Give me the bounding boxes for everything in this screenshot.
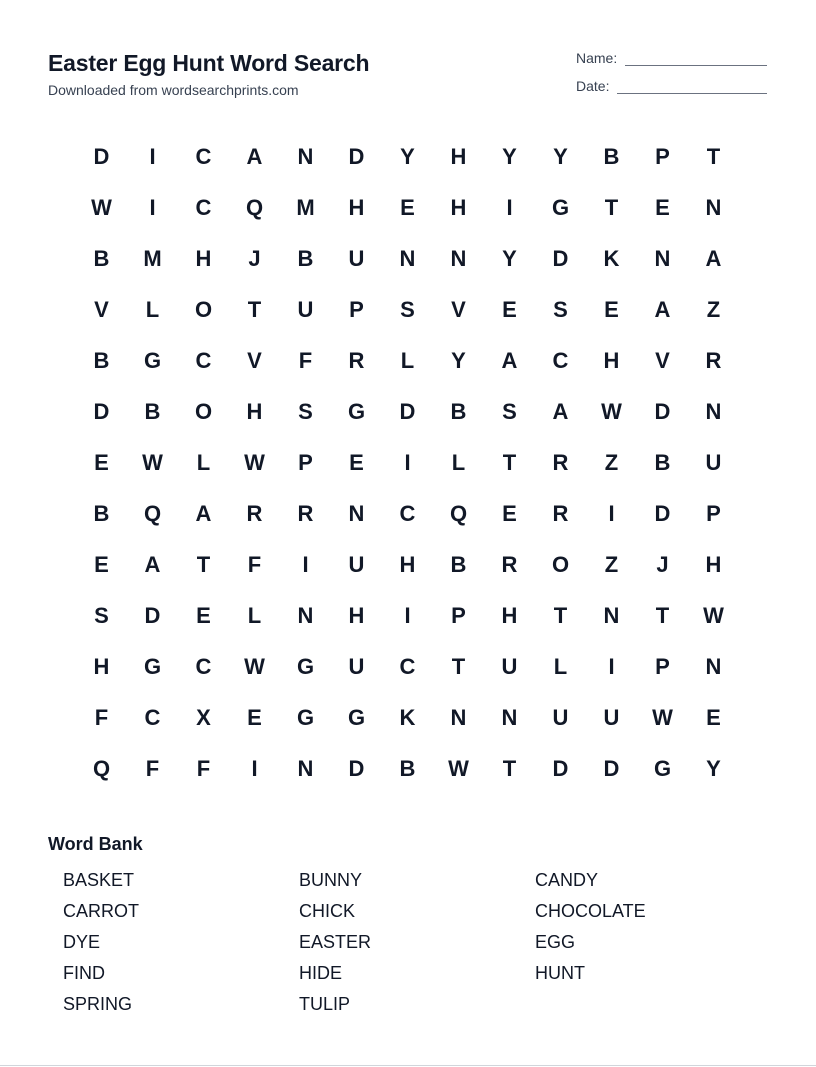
grid-letter: U xyxy=(348,245,365,271)
grid-letter: T xyxy=(706,143,721,169)
grid-letter: D xyxy=(552,755,569,781)
word-bank-item: FIND xyxy=(63,963,105,983)
grid-letter: P xyxy=(706,500,721,526)
grid-letter: B xyxy=(654,449,671,475)
grid-letter: D xyxy=(654,398,671,424)
grid-letter: D xyxy=(93,143,110,169)
grid-letter: A xyxy=(195,500,212,526)
grid-letter: B xyxy=(450,551,467,577)
grid-letter: D xyxy=(552,245,569,271)
grid-letter: E xyxy=(502,296,517,322)
grid-letter: E xyxy=(247,704,262,730)
grid-letter: W xyxy=(601,398,622,424)
page-title: Easter Egg Hunt Word Search xyxy=(48,50,370,76)
grid-letter: P xyxy=(298,449,313,475)
grid-letter: N xyxy=(399,245,416,271)
grid-letter: S xyxy=(94,602,109,628)
grid-letter: H xyxy=(705,551,722,577)
grid-letter: L xyxy=(145,296,160,322)
grid-letter: E xyxy=(502,500,517,526)
word-bank-item: HIDE xyxy=(299,963,343,983)
grid-letter: C xyxy=(552,347,569,373)
grid-letter: G xyxy=(347,398,366,424)
grid-letter: A xyxy=(705,245,722,271)
word-bank-item: CHICK xyxy=(299,901,356,921)
grid-letter: B xyxy=(144,398,161,424)
grid-letter: H xyxy=(348,194,365,220)
grid-letter: P xyxy=(655,143,670,169)
grid-letter: T xyxy=(604,194,619,220)
grid-letter: W xyxy=(448,755,469,781)
word-bank-item: CANDY xyxy=(535,870,599,890)
grid-letter: Y xyxy=(451,347,466,373)
grid-letter: A xyxy=(501,347,518,373)
grid-letter: R xyxy=(246,500,263,526)
grid-letter: L xyxy=(400,347,415,373)
grid-letter: V xyxy=(94,296,109,322)
grid-letter: K xyxy=(399,704,416,730)
grid-letter: G xyxy=(347,704,366,730)
grid-letter: H xyxy=(450,194,467,220)
grid-letter: R xyxy=(348,347,365,373)
grid-letter: E xyxy=(604,296,619,322)
grid-letter: E xyxy=(706,704,721,730)
name-label: Name: xyxy=(576,50,618,66)
grid-letter: D xyxy=(348,755,365,781)
grid-letter: F xyxy=(145,755,160,781)
grid-letter: X xyxy=(196,704,211,730)
grid-letter: L xyxy=(451,449,466,475)
grid-letter: N xyxy=(501,704,518,730)
grid-letter: U xyxy=(348,551,365,577)
grid-letter: V xyxy=(247,347,262,373)
grid-letter: T xyxy=(502,755,517,781)
grid-letter: I xyxy=(506,194,513,220)
grid-letter: Y xyxy=(502,245,517,271)
source-subtitle: Downloaded from wordsearchprints.com xyxy=(48,82,299,98)
grid-letter: E xyxy=(655,194,670,220)
grid-letter: L xyxy=(553,653,568,679)
grid-letter: Y xyxy=(502,143,517,169)
grid-letter: D xyxy=(93,398,110,424)
grid-letter: L xyxy=(247,602,262,628)
grid-letter: I xyxy=(251,755,258,781)
grid-letter: G xyxy=(143,347,162,373)
grid-letter: U xyxy=(297,296,314,322)
letter-grid xyxy=(76,131,739,794)
grid-letter: N xyxy=(705,653,722,679)
grid-letter: O xyxy=(194,398,213,424)
grid-letter: I xyxy=(608,500,615,526)
grid-letter: H xyxy=(450,143,467,169)
grid-letter: C xyxy=(195,194,212,220)
grid-letter: E xyxy=(196,602,211,628)
grid-letter: L xyxy=(196,449,211,475)
grid-letter: Q xyxy=(92,755,111,781)
grid-letter: A xyxy=(246,143,263,169)
grid-letter: K xyxy=(603,245,620,271)
word-bank-item: CARROT xyxy=(63,901,139,921)
grid-letter: H xyxy=(399,551,416,577)
grid-letter: I xyxy=(404,449,411,475)
grid-letter: P xyxy=(349,296,364,322)
grid-letter: W xyxy=(142,449,163,475)
name-field xyxy=(576,50,767,66)
grid-letter: S xyxy=(400,296,415,322)
word-bank xyxy=(63,868,771,1023)
grid-letter: G xyxy=(296,704,315,730)
grid-letter: G xyxy=(296,653,315,679)
grid-letter: Y xyxy=(553,143,568,169)
grid-letter: N xyxy=(654,245,671,271)
grid-letter: N xyxy=(297,143,314,169)
grid-letter: P xyxy=(655,653,670,679)
grid-letter: I xyxy=(149,143,156,169)
word-bank-item: BASKET xyxy=(63,870,135,890)
grid-letter: T xyxy=(196,551,211,577)
grid-letter: T xyxy=(247,296,262,322)
grid-letter: F xyxy=(94,704,109,730)
grid-letter: N xyxy=(450,704,467,730)
grid-letter: R xyxy=(501,551,518,577)
grid-letter: A xyxy=(144,551,161,577)
grid-letter: N xyxy=(705,398,722,424)
name-line xyxy=(625,53,767,66)
grid-letter: E xyxy=(400,194,415,220)
word-bank-item: DYE xyxy=(63,932,101,952)
grid-letter: H xyxy=(501,602,518,628)
word-bank-title: Word Bank xyxy=(48,834,143,854)
grid-letter: F xyxy=(298,347,313,373)
grid-letter: S xyxy=(298,398,313,424)
grid-letter: C xyxy=(399,653,416,679)
word-bank-item: BUNNY xyxy=(299,870,363,890)
grid-letter: C xyxy=(195,653,212,679)
grid-letter: E xyxy=(94,551,109,577)
grid-letter: I xyxy=(404,602,411,628)
grid-letter: Z xyxy=(706,296,721,322)
grid-letter: V xyxy=(451,296,466,322)
grid-letter: W xyxy=(703,602,724,628)
grid-letter: B xyxy=(297,245,314,271)
word-bank-item: SPRING xyxy=(63,994,133,1014)
grid-letter: C xyxy=(144,704,161,730)
grid-letter: I xyxy=(608,653,615,679)
grid-letter: C xyxy=(399,500,416,526)
grid-letter: T xyxy=(451,653,466,679)
date-line xyxy=(617,81,767,94)
grid-letter: T xyxy=(655,602,670,628)
grid-letter: I xyxy=(149,194,156,220)
grid-letter: U xyxy=(603,704,620,730)
grid-letter: F xyxy=(247,551,262,577)
grid-letter: B xyxy=(603,143,620,169)
word-bank-item: EGG xyxy=(535,932,576,952)
grid-letter: D xyxy=(603,755,620,781)
grid-letter: N xyxy=(705,194,722,220)
grid-letter: M xyxy=(296,194,315,220)
grid-letter: U xyxy=(552,704,569,730)
grid-letter: M xyxy=(143,245,162,271)
grid-letter: B xyxy=(93,347,110,373)
grid-letter: C xyxy=(195,347,212,373)
grid-letter: R xyxy=(552,500,569,526)
grid-letter: D xyxy=(348,143,365,169)
grid-letter: W xyxy=(244,449,265,475)
grid-letter: B xyxy=(93,245,110,271)
grid-letter: W xyxy=(91,194,112,220)
grid-letter: F xyxy=(196,755,211,781)
grid-letter: H xyxy=(195,245,212,271)
grid-letter: Z xyxy=(604,449,619,475)
footer-divider xyxy=(0,1065,816,1066)
grid-letter: T xyxy=(553,602,568,628)
grid-letter: G xyxy=(143,653,162,679)
grid-letter: H xyxy=(246,398,263,424)
grid-letter: S xyxy=(502,398,517,424)
grid-letter: W xyxy=(652,704,673,730)
grid-letter: N xyxy=(297,602,314,628)
grid-letter: U xyxy=(501,653,518,679)
grid-letter: W xyxy=(244,653,265,679)
grid-letter: N xyxy=(450,245,467,271)
word-bank-item: HUNT xyxy=(535,963,585,983)
grid-letter: Q xyxy=(449,500,468,526)
grid-letter: Z xyxy=(604,551,619,577)
grid-letter: E xyxy=(349,449,364,475)
grid-letter: D xyxy=(144,602,161,628)
date-label: Date: xyxy=(576,78,610,94)
grid-letter: G xyxy=(653,755,672,781)
grid-letter: G xyxy=(551,194,570,220)
grid-letter: C xyxy=(195,143,212,169)
grid-letter: I xyxy=(302,551,309,577)
grid-letter: R xyxy=(552,449,569,475)
grid-letter: N xyxy=(603,602,620,628)
grid-letter: R xyxy=(297,500,314,526)
grid-letter: U xyxy=(705,449,722,475)
grid-letter: Y xyxy=(706,755,721,781)
grid-letter: U xyxy=(348,653,365,679)
grid-letter: B xyxy=(399,755,416,781)
grid-letter: B xyxy=(450,398,467,424)
grid-letter: D xyxy=(399,398,416,424)
grid-letter: J xyxy=(656,551,669,577)
grid-letter: B xyxy=(93,500,110,526)
grid-letter: P xyxy=(451,602,466,628)
grid-letter: Q xyxy=(143,500,162,526)
grid-letter: T xyxy=(502,449,517,475)
grid-letter: H xyxy=(603,347,620,373)
grid-letter: A xyxy=(552,398,569,424)
grid-letter: N xyxy=(348,500,365,526)
grid-letter: H xyxy=(348,602,365,628)
grid-letter: V xyxy=(655,347,670,373)
grid-letter: E xyxy=(94,449,109,475)
grid-letter: R xyxy=(705,347,722,373)
grid-letter: N xyxy=(297,755,314,781)
grid-letter: O xyxy=(194,296,213,322)
grid-letter: S xyxy=(553,296,568,322)
grid-letter: A xyxy=(654,296,671,322)
word-bank-item: EASTER xyxy=(299,932,372,952)
word-bank-item: CHOCOLATE xyxy=(535,901,646,921)
date-field xyxy=(576,78,767,94)
grid-letter: O xyxy=(551,551,570,577)
grid-letter: D xyxy=(654,500,671,526)
grid-letter: Y xyxy=(400,143,415,169)
grid-letter: J xyxy=(248,245,261,271)
word-bank-item: TULIP xyxy=(299,994,351,1014)
grid-letter: Q xyxy=(245,194,264,220)
grid-letter: H xyxy=(93,653,110,679)
